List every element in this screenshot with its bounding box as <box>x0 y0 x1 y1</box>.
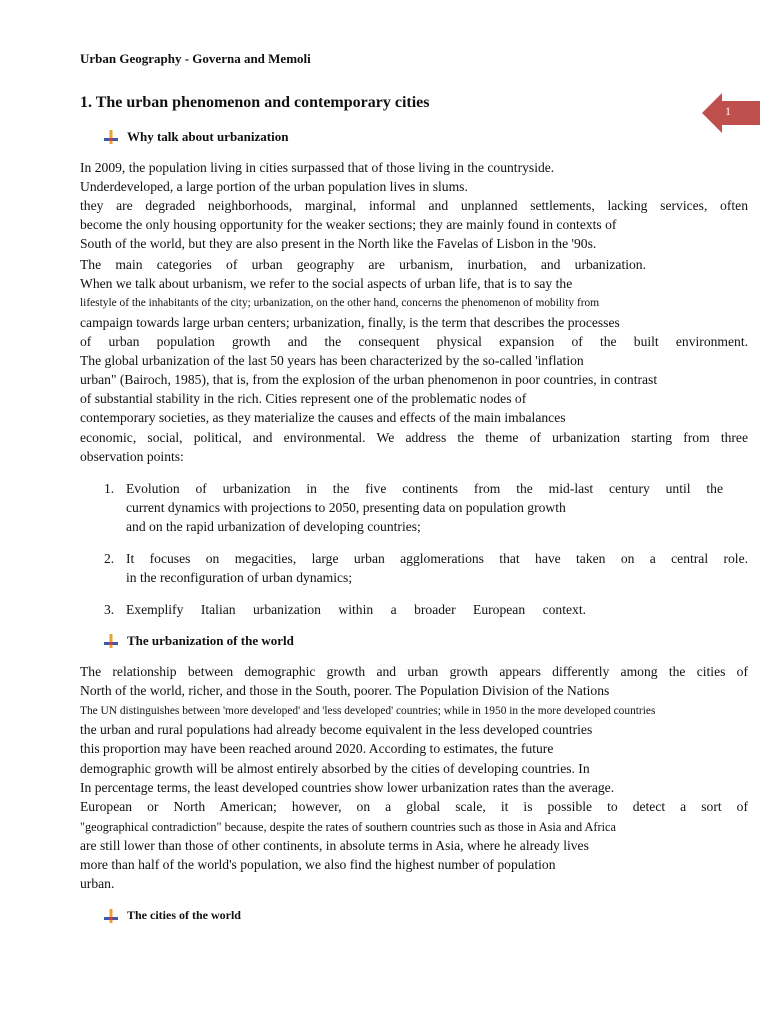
paragraph-line: they are degraded neighborhoods, marginal, informal and unplanned settlements, lacking services, often <box>80 198 748 213</box>
paragraph-line: North of the world, richer, and those in the South, poorer. The Population Division of the Nations <box>80 683 610 698</box>
paragraph-line: of substantial stability in the rich. Cities represent one of the problematic nodes of <box>80 391 527 406</box>
list-item-line: Evolution of urbanization in the five continents from the mid-last century until the <box>126 481 723 496</box>
bullet-cross-icon <box>104 909 118 923</box>
list-number: 3. <box>104 602 115 617</box>
paragraph-line: European or North American; however, on a global scale, it is possible to detect a sort of <box>80 799 748 814</box>
paragraph-line: urban. <box>80 876 115 891</box>
section-heading-text: Why talk about urbanization <box>127 129 289 144</box>
paragraph-line: of urban population growth and the consequent physical expansion of the built environment. <box>80 334 748 349</box>
paragraph-line: "geographical contradiction" because, despite the rates of southern countries such as those in Asia and Africa <box>80 820 616 834</box>
paragraph-line: South of the world, but they are also present in the North like the Favelas of Lisbon in the '90s. <box>80 236 597 251</box>
page-number: 1 <box>725 104 731 118</box>
list-item-line: and on the rapid urbanization of developing countries; <box>126 519 421 534</box>
bullet-cross-icon <box>104 130 118 144</box>
list-item-line: Exemplify Italian urbanization within a broader European context. <box>126 602 586 617</box>
paragraph-line: The relationship between demographic growth and urban growth appears differently among the cities of <box>80 664 748 679</box>
section-heading-why <box>104 129 288 145</box>
paragraph-line: economic, social, political, and environmental. We address the theme of urbanization starting from three <box>80 430 748 445</box>
list-number: 2. <box>104 551 115 566</box>
section-heading-text: The urbanization of the world <box>127 633 294 648</box>
page-marker-arrow[interactable] <box>702 93 762 133</box>
list-item-line: current dynamics with projections to 2050, presenting data on population growth <box>126 500 566 515</box>
paragraph-line: lifestyle of the inhabitants of the city; urbanization, on the other hand, concerns the phenomenon of mobility from <box>80 297 600 309</box>
paragraph-line: contemporary societies, as they materialize the causes and effects of the main imbalances <box>80 410 566 425</box>
paragraph-line: become the only housing opportunity for the weaker sections; they are mainly found in contexts of <box>80 217 617 232</box>
paragraph-line: are still lower than those of other continents, in absolute terms in Asia, where he already lives <box>80 838 589 853</box>
paragraph-line: this proportion may have been reached around 2020. According to estimates, the future <box>80 741 554 756</box>
paragraph-line: more than half of the world's population, we also find the highest number of population <box>80 857 556 872</box>
section-heading-world <box>104 633 294 649</box>
running-header: Urban Geography - Governa and Memoli <box>80 51 311 66</box>
paragraph-line: observation points: <box>80 449 184 464</box>
section-heading-text: The cities of the world <box>127 908 241 922</box>
paragraph-line: urban" (Bairoch, 1985), that is, from the explosion of the urban phenomenon in poor countries, in contrast <box>80 372 658 387</box>
paragraph-line: campaign towards large urban centers; urbanization, finally, is the term that describes the processes <box>80 315 620 330</box>
paragraph-line: In percentage terms, the least developed countries show lower urbanization rates than the average. <box>80 780 615 795</box>
bullet-cross-icon <box>104 634 118 648</box>
paragraph-line: The UN distinguishes between 'more developed' and 'less developed' countries; while in 1950 in the more developed countries <box>80 705 656 717</box>
paragraph-line: the urban and rural populations had already become equivalent in the less developed countries <box>80 722 593 737</box>
section-heading-cities <box>104 908 241 923</box>
paragraph-line: Underdeveloped, a large portion of the urban population lives in slums. <box>80 179 468 194</box>
chapter-title: 1. The urban phenomenon and contemporary cities <box>80 94 430 111</box>
paragraph-line: The global urbanization of the last 50 years has been characterized by the so-called 'inflation <box>80 353 584 368</box>
paragraph-line: In 2009, the population living in cities surpassed that of those living in the countryside. <box>80 160 555 175</box>
list-item-line: in the reconfiguration of urban dynamics; <box>126 570 353 585</box>
paragraph-line: When we talk about urbanism, we refer to the social aspects of urban life, that is to say the <box>80 276 573 291</box>
paragraph-line: The main categories of urban geography are urbanism, inurbation, and urbanization. <box>80 257 646 272</box>
paragraph-line: demographic growth will be almost entirely absorbed by the cities of developing countries. In <box>80 761 590 776</box>
list-item-line: It focuses on megacities, large urban agglomerations that have taken on a central role. <box>126 551 748 566</box>
list-number: 1. <box>104 481 115 496</box>
